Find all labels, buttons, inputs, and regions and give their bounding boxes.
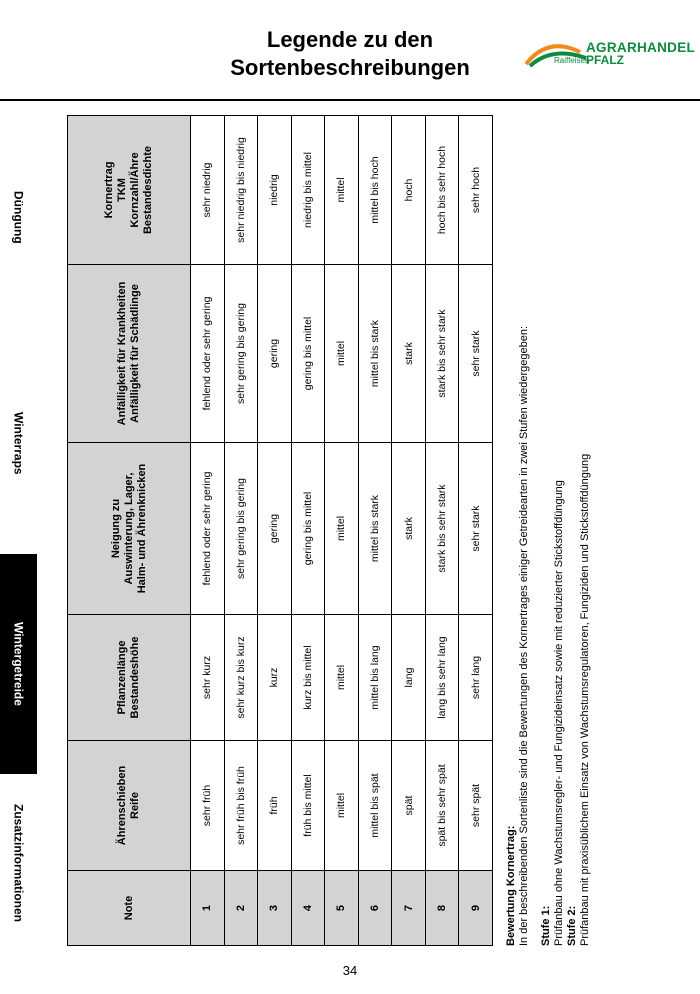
cell-anfaelligkeit: stark xyxy=(392,265,426,443)
table-row xyxy=(392,116,426,946)
cell-reife: sehr spät xyxy=(459,741,493,871)
rating-table xyxy=(67,115,493,946)
side-navigation xyxy=(0,102,37,952)
cell-reife: früh bis mittel xyxy=(291,741,325,871)
cell-neigung: gering bis mittel xyxy=(291,443,325,615)
header-note: Note xyxy=(68,871,191,946)
cell-kornertrag: niedrig bis mittel xyxy=(291,116,325,265)
page-number: 34 xyxy=(342,963,358,978)
cell-reife: mittel bis spät xyxy=(358,741,392,871)
cell-anfaelligkeit: stark bis sehr stark xyxy=(425,265,459,443)
cell-anfaelligkeit: sehr stark xyxy=(459,265,493,443)
logo-sub-raiffeisen: Raiffeisen xyxy=(554,56,590,65)
cell-pflanzenlaenge: mittel xyxy=(325,615,359,741)
cell-pflanzenlaenge: sehr kurz xyxy=(191,615,225,741)
cell-reife: spät bis sehr spät xyxy=(425,741,459,871)
cell-anfaelligkeit: mittel xyxy=(325,265,359,443)
nav-item-duengung[interactable] xyxy=(0,102,37,332)
cell-anfaelligkeit: gering bis mittel xyxy=(291,265,325,443)
cell-neigung: mittel bis stark xyxy=(358,443,392,615)
table-row xyxy=(291,116,325,946)
cell-kornertrag: sehr hoch xyxy=(459,116,493,265)
cell-kornertrag: mittel xyxy=(325,116,359,265)
nav-label-duengung: Düngung xyxy=(11,190,26,244)
legend-intro: In der beschreibenden Sortenliste sind die Bewertungen des Kornertrages einiger Getreidearten in zwei Stufen wiedergegeben: xyxy=(518,325,530,946)
header-rule xyxy=(0,99,700,101)
cell-pflanzenlaenge: kurz bis mittel xyxy=(291,615,325,741)
rotated-content xyxy=(67,116,641,946)
cell-neigung: stark bis sehr stark xyxy=(425,443,459,615)
table-row xyxy=(191,116,225,946)
cell-neigung: mittel xyxy=(325,443,359,615)
nav-label-winterraps: Winterraps xyxy=(11,411,26,475)
cell-pflanzenlaenge: sehr kurz bis kurz xyxy=(224,615,258,741)
table-row xyxy=(425,116,459,946)
cell-note: 7 xyxy=(392,871,426,946)
cell-anfaelligkeit: mittel bis stark xyxy=(358,265,392,443)
cell-kornertrag: sehr niedrig xyxy=(191,116,225,265)
agrarhandel-logo xyxy=(522,36,696,76)
logo-sub-pfalz: PFALZ xyxy=(586,53,624,67)
cell-neigung: fehlend oder sehr gering xyxy=(191,443,225,615)
nav-item-zusatzinformationen[interactable] xyxy=(0,774,37,952)
table-row xyxy=(358,116,392,946)
cell-pflanzenlaenge: lang xyxy=(392,615,426,741)
cell-neigung: sehr gering bis gering xyxy=(224,443,258,615)
cell-note: 9 xyxy=(459,871,493,946)
cell-note: 5 xyxy=(325,871,359,946)
cell-kornertrag: niedrig xyxy=(258,116,292,265)
header-neigung: Neigung zu Auswinterung, Lager, Halm- und Ährenknicken xyxy=(68,443,191,615)
cell-anfaelligkeit: gering xyxy=(258,265,292,443)
cell-reife: sehr früh xyxy=(191,741,225,871)
page-title: Legende zu den Sortenbeschreibungen xyxy=(230,27,470,80)
table-row xyxy=(325,116,359,946)
nav-label-wintergetreide: Wintergetreide xyxy=(11,622,26,706)
cell-reife: früh xyxy=(258,741,292,871)
table-row xyxy=(459,116,493,946)
cell-kornertrag: sehr niedrig bis niedrig xyxy=(224,116,258,265)
header-anfaelligkeit: Anfälligkeit für Krankheiten Anfälligkeit für Schädlinge xyxy=(68,265,191,443)
cell-kornertrag: hoch bis sehr hoch xyxy=(425,116,459,265)
cell-reife: sehr früh bis früh xyxy=(224,741,258,871)
cell-neigung: gering xyxy=(258,443,292,615)
cell-note: 1 xyxy=(191,871,225,946)
cell-reife: mittel xyxy=(325,741,359,871)
table-row xyxy=(258,116,292,946)
cell-note: 4 xyxy=(291,871,325,946)
nav-label-zusatzinformationen: Zusatzinformationen xyxy=(11,803,26,922)
cell-neigung: stark xyxy=(392,443,426,615)
cell-pflanzenlaenge: mittel bis lang xyxy=(358,615,392,741)
cell-reife: spät xyxy=(392,741,426,871)
legend-stage2-text: Prüfanbau mit praxisüblichem Einsatz von Wachstumsregulatoren, Fungiziden und Stickstoffdüngung xyxy=(579,453,591,946)
legend-stage1-heading: Stufe 1: xyxy=(540,905,552,946)
cell-pflanzenlaenge: kurz xyxy=(258,615,292,741)
legend-heading: Bewertung Kornertrag: xyxy=(505,825,517,946)
logo-name: AGRARHANDEL xyxy=(586,40,696,55)
legend-stage1-text: Prüfanbau ohne Wachstumsregler- und Fungizideinsatz sowie mit reduzierter Stickstoffdüngung xyxy=(553,480,565,946)
cell-anfaelligkeit: sehr gering bis gering xyxy=(224,265,258,443)
legend-stage2-heading: Stufe 2: xyxy=(566,905,578,946)
nav-item-winterraps[interactable] xyxy=(0,332,37,554)
header-pflanzenlaenge: Pflanzenlänge Bestandeshöhe xyxy=(68,615,191,741)
cell-kornertrag: hoch xyxy=(392,116,426,265)
cell-note: 3 xyxy=(258,871,292,946)
cell-note: 2 xyxy=(224,871,258,946)
cell-pflanzenlaenge: sehr lang xyxy=(459,615,493,741)
cell-note: 8 xyxy=(425,871,459,946)
nav-item-wintergetreide[interactable] xyxy=(0,554,37,774)
header-reife: Ährenschieben Reife xyxy=(68,741,191,871)
cell-pflanzenlaenge: lang bis sehr lang xyxy=(425,615,459,741)
legend xyxy=(505,116,592,946)
header-kornertrag: Kornertrag TKM Kornzahl/Ähre Bestandesdichte xyxy=(68,116,191,265)
cell-neigung: sehr stark xyxy=(459,443,493,615)
cell-anfaelligkeit: fehlend oder sehr gering xyxy=(191,265,225,443)
cell-kornertrag: mittel bis hoch xyxy=(358,116,392,265)
cell-note: 6 xyxy=(358,871,392,946)
table-row xyxy=(224,116,258,946)
table-header-row xyxy=(68,116,191,946)
